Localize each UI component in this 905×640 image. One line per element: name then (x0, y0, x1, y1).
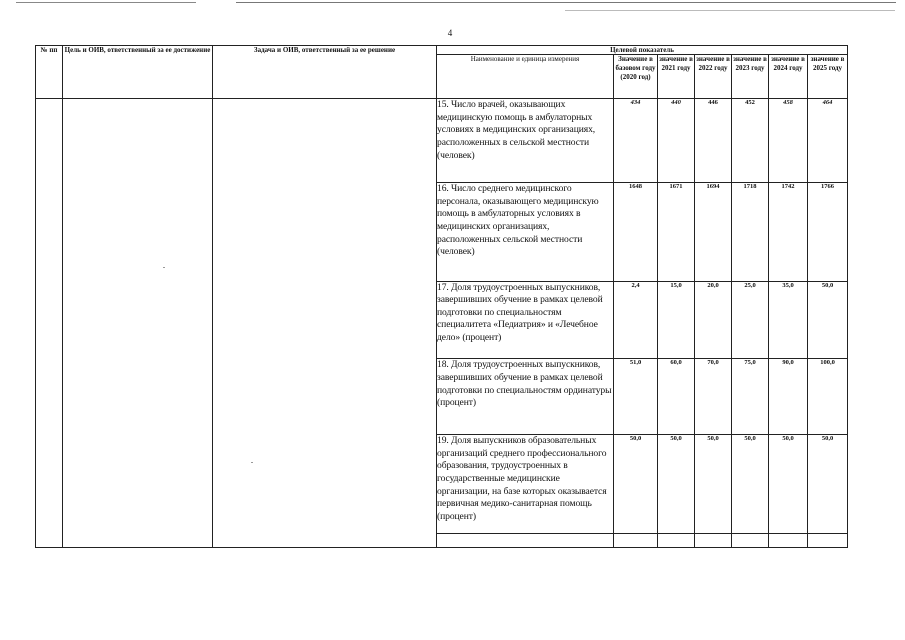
goal-cell (63, 99, 213, 548)
value-2024: 90,0 (769, 359, 808, 435)
value-2023: 452 (732, 99, 769, 183)
header-name: Наименование и единица измерения (437, 55, 614, 99)
value-2021: 440 (658, 99, 695, 183)
header-2025: значение в 2025 году (808, 55, 848, 99)
value-2025: 100,0 (808, 359, 848, 435)
indicator-name: 18. Доля трудоустроенных выпускников, завершивших обучение в рамках целевой подготовки по специальностям ординатуры (процент) (437, 359, 614, 435)
header-base: Значение в базовом году (2020 год) (614, 55, 658, 99)
value-2022: 446 (695, 99, 732, 183)
value-2025: 1766 (808, 183, 848, 281)
scan-speck (163, 267, 165, 268)
top-edge-line (236, 2, 896, 3)
value-base: 50,0 (614, 435, 658, 533)
empty-cell (437, 533, 614, 547)
indicator-name: 15. Число врачей, оказывающих медицинскую помощь в амбулаторных условиях в медицинских организациях, расположенных в сельской местности (человек) (437, 99, 614, 183)
value-2021: 60,0 (658, 359, 695, 435)
header-task: Задача и ОИВ, ответственный за ее решение (213, 46, 437, 99)
empty-cell (614, 533, 658, 547)
value-2022: 50,0 (695, 435, 732, 533)
value-2023: 50,0 (732, 435, 769, 533)
empty-cell (695, 533, 732, 547)
header-indicator-group: Целевой показатель (437, 46, 848, 55)
value-2025: 464 (808, 99, 848, 183)
value-base: 434 (614, 99, 658, 183)
value-2023: 25,0 (732, 281, 769, 359)
empty-cell (732, 533, 769, 547)
header-2021: значение в 2021 году (658, 55, 695, 99)
page-number: 4 (447, 28, 453, 38)
empty-cell (769, 533, 808, 547)
header-num: № пп (36, 46, 63, 99)
value-2022: 1694 (695, 183, 732, 281)
top-edge-line (16, 2, 196, 3)
indicators-table (35, 45, 848, 548)
value-2021: 50,0 (658, 435, 695, 533)
value-2025: 50,0 (808, 281, 848, 359)
value-2021: 1671 (658, 183, 695, 281)
empty-cell (808, 533, 848, 547)
num-cell (36, 99, 63, 548)
value-base: 1648 (614, 183, 658, 281)
header-2023: значение в 2023 году (732, 55, 769, 99)
value-2022: 70,0 (695, 359, 732, 435)
value-2024: 35,0 (769, 281, 808, 359)
value-2024: 1742 (769, 183, 808, 281)
value-base: 2,4 (614, 281, 658, 359)
value-2024: 50,0 (769, 435, 808, 533)
header-goal: Цель и ОИВ, ответственный за ее достижение (63, 46, 213, 99)
value-2024: 458 (769, 99, 808, 183)
header-2022: значение в 2022 году (695, 55, 732, 99)
top-edge-line (565, 10, 895, 11)
indicator-name: 17. Доля трудоустроенных выпускников, завершивших обучение в рамках целевой подготовки по специальностям специалитета «Педиатрия» и «Лечебное дело» (процент) (437, 281, 614, 359)
value-2023: 1718 (732, 183, 769, 281)
empty-cell (658, 533, 695, 547)
scan-speck (251, 462, 253, 463)
header-2024: значение в 2024 году (769, 55, 808, 99)
value-2021: 15,0 (658, 281, 695, 359)
indicator-name: 16. Число среднего медицинского персонала, оказывающего медицинскую помощь в амбулаторных условиях в медицинских организациях, расположенных сельской местности (человек) (437, 183, 614, 281)
value-2022: 20,0 (695, 281, 732, 359)
value-2025: 50,0 (808, 435, 848, 533)
value-base: 51,0 (614, 359, 658, 435)
indicator-name: 19. Доля выпускников образовательных организаций среднего профессионального образования, трудоустроенных в государственные медицинские организации, на базе которых оказывается первичная медико-санитарная помощь (процент) (437, 435, 614, 533)
value-2023: 75,0 (732, 359, 769, 435)
task-cell (213, 99, 437, 548)
table-row (36, 99, 848, 183)
